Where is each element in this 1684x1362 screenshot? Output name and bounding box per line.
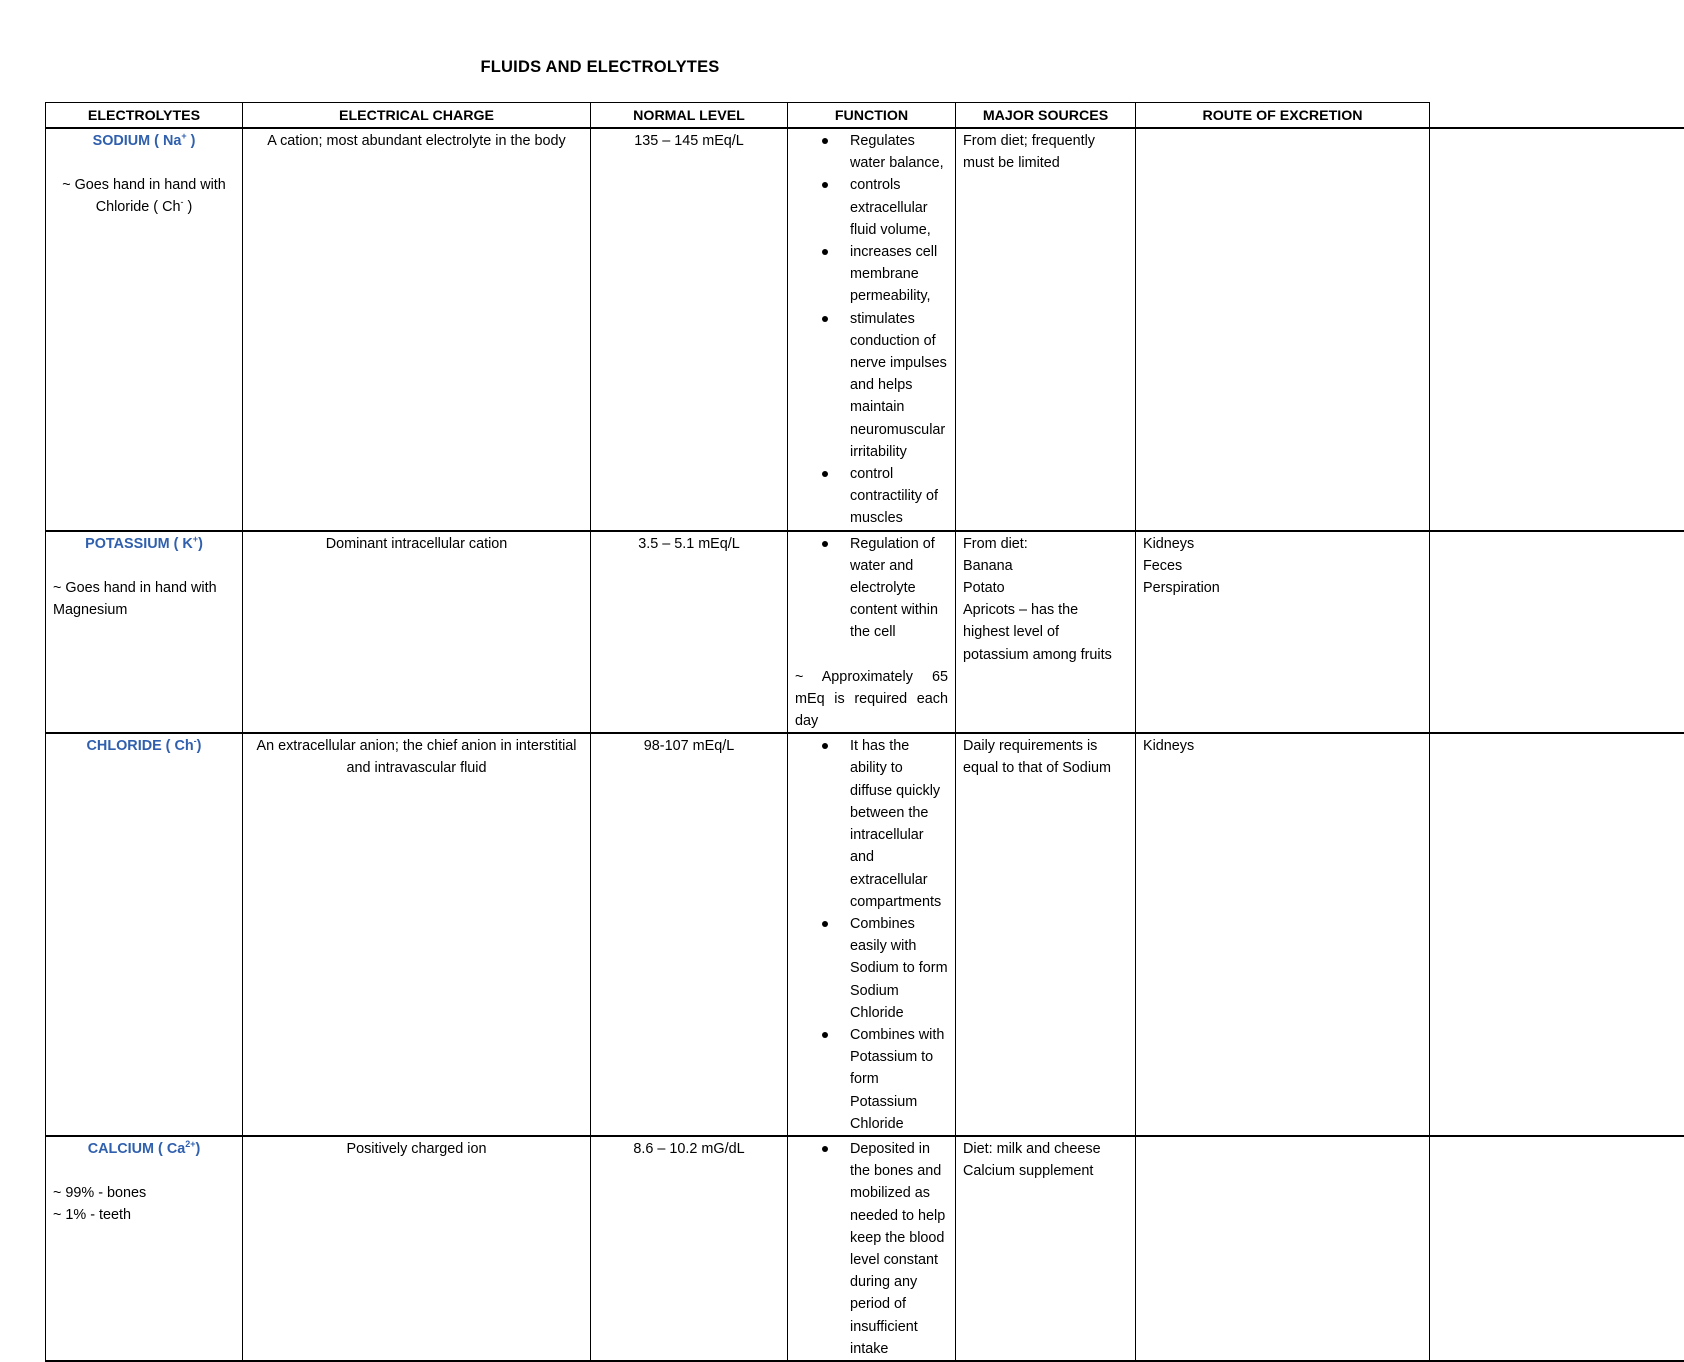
function-list bbox=[795, 130, 948, 530]
excretion-route: Kidneys bbox=[1143, 535, 1195, 552]
function-item: control contractility of muscles bbox=[850, 463, 948, 530]
table-row-calcium bbox=[46, 1136, 1684, 1361]
header-electrolytes: ELECTROLYTES bbox=[46, 103, 243, 129]
document-title: FLUIDS AND ELECTROLYTES bbox=[480, 58, 720, 76]
electrolyte-note: ~ Goes hand in hand with Chloride ( Ch- ) bbox=[62, 177, 226, 216]
function-note: ~ Approximately 65 mEq is required each day bbox=[795, 668, 948, 730]
function-cell bbox=[788, 128, 956, 531]
function-list bbox=[795, 735, 948, 1135]
table-row-chloride bbox=[46, 733, 1684, 1136]
electrolyte-note: ~ Goes hand in hand with Magnesium bbox=[53, 579, 217, 619]
function-cell bbox=[788, 531, 956, 734]
excretion-cell bbox=[1136, 1136, 1430, 1361]
function-list bbox=[795, 1138, 948, 1360]
header-normal-level: NORMAL LEVEL bbox=[591, 103, 788, 129]
function-item: Regulates water balance, bbox=[850, 130, 948, 174]
function-item: It has the ability to diffuse quickly between the intracellular and extracellular compartments bbox=[850, 735, 948, 913]
normal-level-cell: 135 – 145 mEq/L bbox=[591, 128, 788, 531]
function-item: stimulates conduction of nerve impulses and helps maintain neuromuscular irritability bbox=[850, 308, 948, 463]
excretion-route: Kidneys bbox=[1143, 738, 1195, 755]
normal-level-cell: 8.6 – 10.2 mG/dL bbox=[591, 1136, 788, 1361]
function-item: Deposited in the bones and mobilized as needed to help keep the blood level constant during any period of insufficient intake bbox=[850, 1138, 948, 1360]
electrolyte-cell bbox=[46, 128, 243, 531]
source-line: Potato bbox=[963, 580, 1005, 597]
electrolyte-cell bbox=[46, 531, 243, 734]
function-item: Regulation of water and electrolyte content within the cell bbox=[850, 533, 948, 644]
charge-cell: An extracellular anion; the chief anion in interstitial and intravascular fluid bbox=[243, 733, 591, 1136]
source-line: Banana bbox=[963, 557, 1013, 574]
sources-cell: Daily requirements is equal to that of Sodium bbox=[956, 733, 1136, 1136]
electrolytes-table bbox=[45, 102, 1684, 1362]
electrolyte-name: CHLORIDE ( Ch-) bbox=[86, 736, 202, 755]
normal-level-cell: 98-107 mEq/L bbox=[591, 733, 788, 1136]
electrolyte-note: ~ 99% - bones bbox=[53, 1185, 147, 1202]
function-cell bbox=[788, 733, 956, 1136]
function-cell bbox=[788, 1136, 956, 1361]
electrolyte-name: CALCIUM ( $Ca^{2+}$) bbox=[87, 1139, 201, 1157]
charge-cell: Positively charged ion bbox=[243, 1136, 591, 1361]
header-major-sources: MAJOR SOURCES bbox=[956, 103, 1136, 129]
header-electrical-charge: ELECTRICAL CHARGE bbox=[243, 103, 591, 129]
function-item: increases cell membrane permeability, bbox=[850, 241, 948, 308]
electrolyte-name: POTASSIUM ( K+) bbox=[85, 533, 203, 552]
function-item: Combines with Potassium to form Potassium Chloride bbox=[850, 1024, 948, 1135]
table-row-sodium bbox=[46, 128, 1684, 531]
source-line: From diet: bbox=[963, 535, 1028, 552]
electrolyte-name: SODIUM ( Na+ ) bbox=[92, 131, 196, 149]
table-row-potassium bbox=[46, 531, 1684, 734]
electrolyte-cell bbox=[46, 733, 243, 1136]
excretion-route: Feces bbox=[1143, 557, 1183, 574]
excretion-cell bbox=[1136, 733, 1430, 1136]
function-list bbox=[795, 533, 948, 644]
excretion-cell bbox=[1136, 128, 1430, 531]
function-item: Combines easily with Sodium to form Sodium Chloride bbox=[850, 913, 948, 1024]
header-function: FUNCTION bbox=[788, 103, 956, 129]
header-row bbox=[46, 103, 1684, 129]
electrolyte-cell bbox=[46, 1136, 243, 1361]
normal-level-cell: 3.5 – 5.1 mEq/L bbox=[591, 531, 788, 734]
source-line: Calcium supplement bbox=[963, 1163, 1094, 1180]
sources-cell bbox=[956, 1136, 1136, 1361]
sources-cell bbox=[956, 531, 1136, 734]
header-route-of-excretion: ROUTE OF EXCRETION bbox=[1136, 103, 1430, 129]
excretion-route: Perspiration bbox=[1143, 580, 1220, 597]
function-item: controls extracellular fluid volume, bbox=[850, 174, 948, 241]
charge-cell: A cation; most abundant electrolyte in the body bbox=[243, 128, 591, 531]
source-line: Diet: milk and cheese bbox=[963, 1140, 1101, 1157]
sources-cell: From diet; frequently must be limited bbox=[956, 128, 1136, 531]
excretion-cell bbox=[1136, 531, 1430, 734]
charge-cell: Dominant intracellular cation bbox=[243, 531, 591, 734]
electrolyte-note: ~ 1% - teeth bbox=[53, 1207, 131, 1224]
source-line: Apricots – has the highest level of potassium among fruits bbox=[963, 602, 1112, 663]
